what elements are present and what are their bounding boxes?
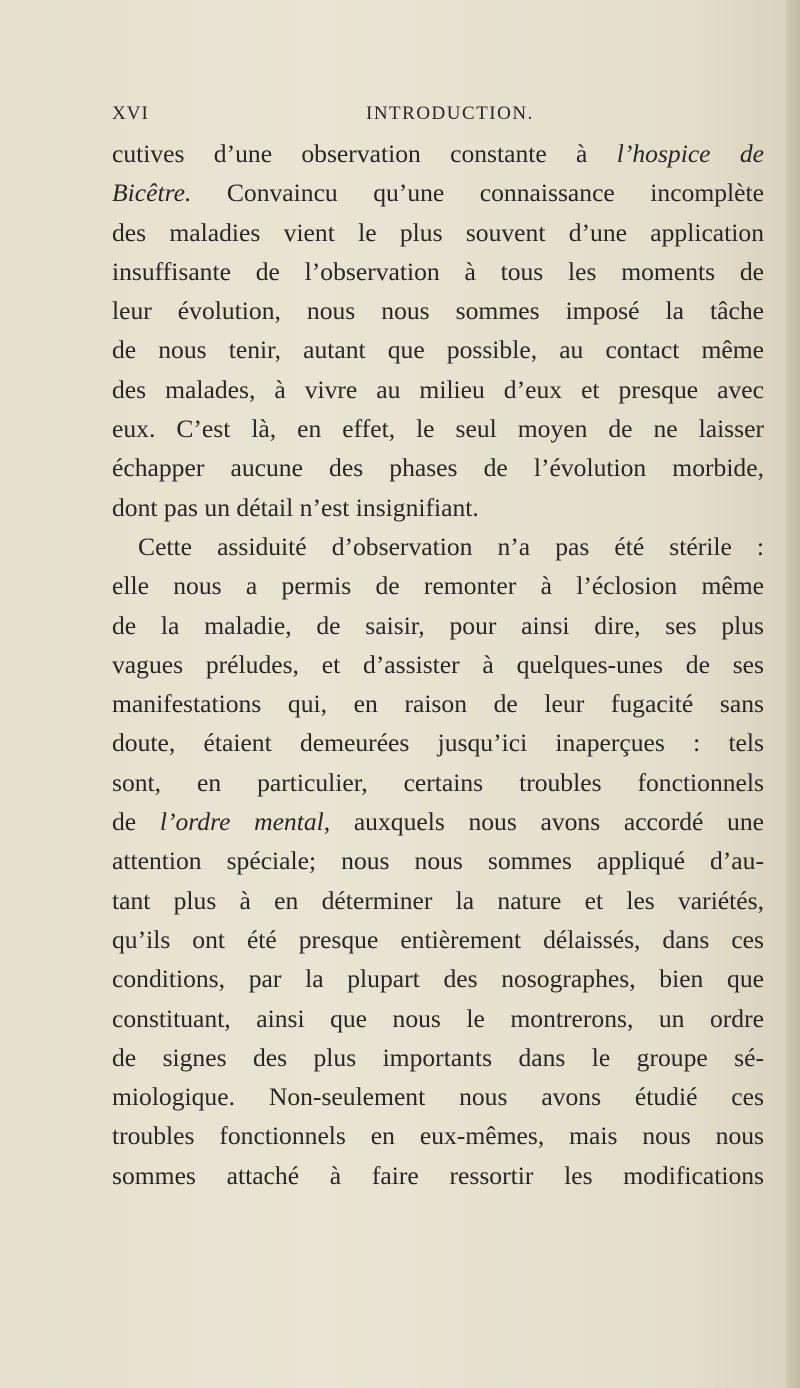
text-line: qu’ils ont été presque entièrement délaissés, dans ces xyxy=(112,924,764,954)
body-text xyxy=(112,134,764,1195)
text-line: sont, en particulier, certains troubles fonctionnels xyxy=(112,767,764,797)
text-line: doute, étaient demeurées jusqu’ici inaperçues : tels xyxy=(112,728,764,758)
page-header xyxy=(112,103,752,129)
page-edge-shadow xyxy=(786,0,800,1388)
text-line: de nous tenir, autant que possible, au contact même xyxy=(112,335,764,365)
text-line: des malades, à vivre au milieu d’eux et presque avec xyxy=(112,374,764,404)
page-number: XVI xyxy=(112,103,149,124)
text-line: Bicêtre. Convaincu qu’une connaissance incomplète xyxy=(112,178,764,208)
text-line: miologique. Non-seulement nous avons étudié ces xyxy=(112,1082,764,1112)
text-line: constituant, ainsi que nous le montrerons, un ordre xyxy=(112,1003,764,1033)
text-line: eux. C’est là, en effet, le seul moyen de ne laisser xyxy=(112,414,764,444)
running-title: INTRODUCTION. xyxy=(366,103,534,124)
text-line: troubles fonctionnels en eux-mêmes, mais nous nous xyxy=(112,1121,764,1151)
text-line: conditions, par la plupart des nosographes, bien que xyxy=(112,964,764,994)
text-line: manifestations qui, en raison de leur fugacité sans xyxy=(112,689,764,719)
text-line: de l’ordre mental, auxquels nous avons accordé une xyxy=(112,807,764,837)
text-line: attention spéciale; nous nous sommes appliqué d’au- xyxy=(112,846,764,876)
text-line: leur évolution, nous nous sommes imposé la tâche xyxy=(112,296,764,326)
text-line: échapper aucune des phases de l’évolution morbide, xyxy=(112,453,764,483)
text-line: vagues préludes, et d’assister à quelques-unes de ses xyxy=(112,649,764,679)
text-line: de la maladie, de saisir, pour ainsi dire, ses plus xyxy=(112,610,764,640)
text-line: sommes attaché à faire ressortir les modifications xyxy=(112,1160,764,1190)
text-line: insuffisante de l’observation à tous les moments de xyxy=(112,256,764,286)
text-line: elle nous a permis de remonter à l’éclosion même xyxy=(112,571,764,601)
text-line: tant plus à en déterminer la nature et les variétés, xyxy=(112,885,764,915)
text-line: cutives d’une observation constante à l’hospice de xyxy=(112,139,764,168)
text-line: de signes des plus importants dans le groupe sé- xyxy=(112,1042,764,1072)
paragraph-start-line: Cette assiduité d’observation n’a pas été stérile : xyxy=(138,531,764,561)
paragraph-end-line: dont pas un détail n’est insignifiant. xyxy=(112,492,479,522)
text-line: des maladies vient le plus souvent d’une application xyxy=(112,217,764,247)
